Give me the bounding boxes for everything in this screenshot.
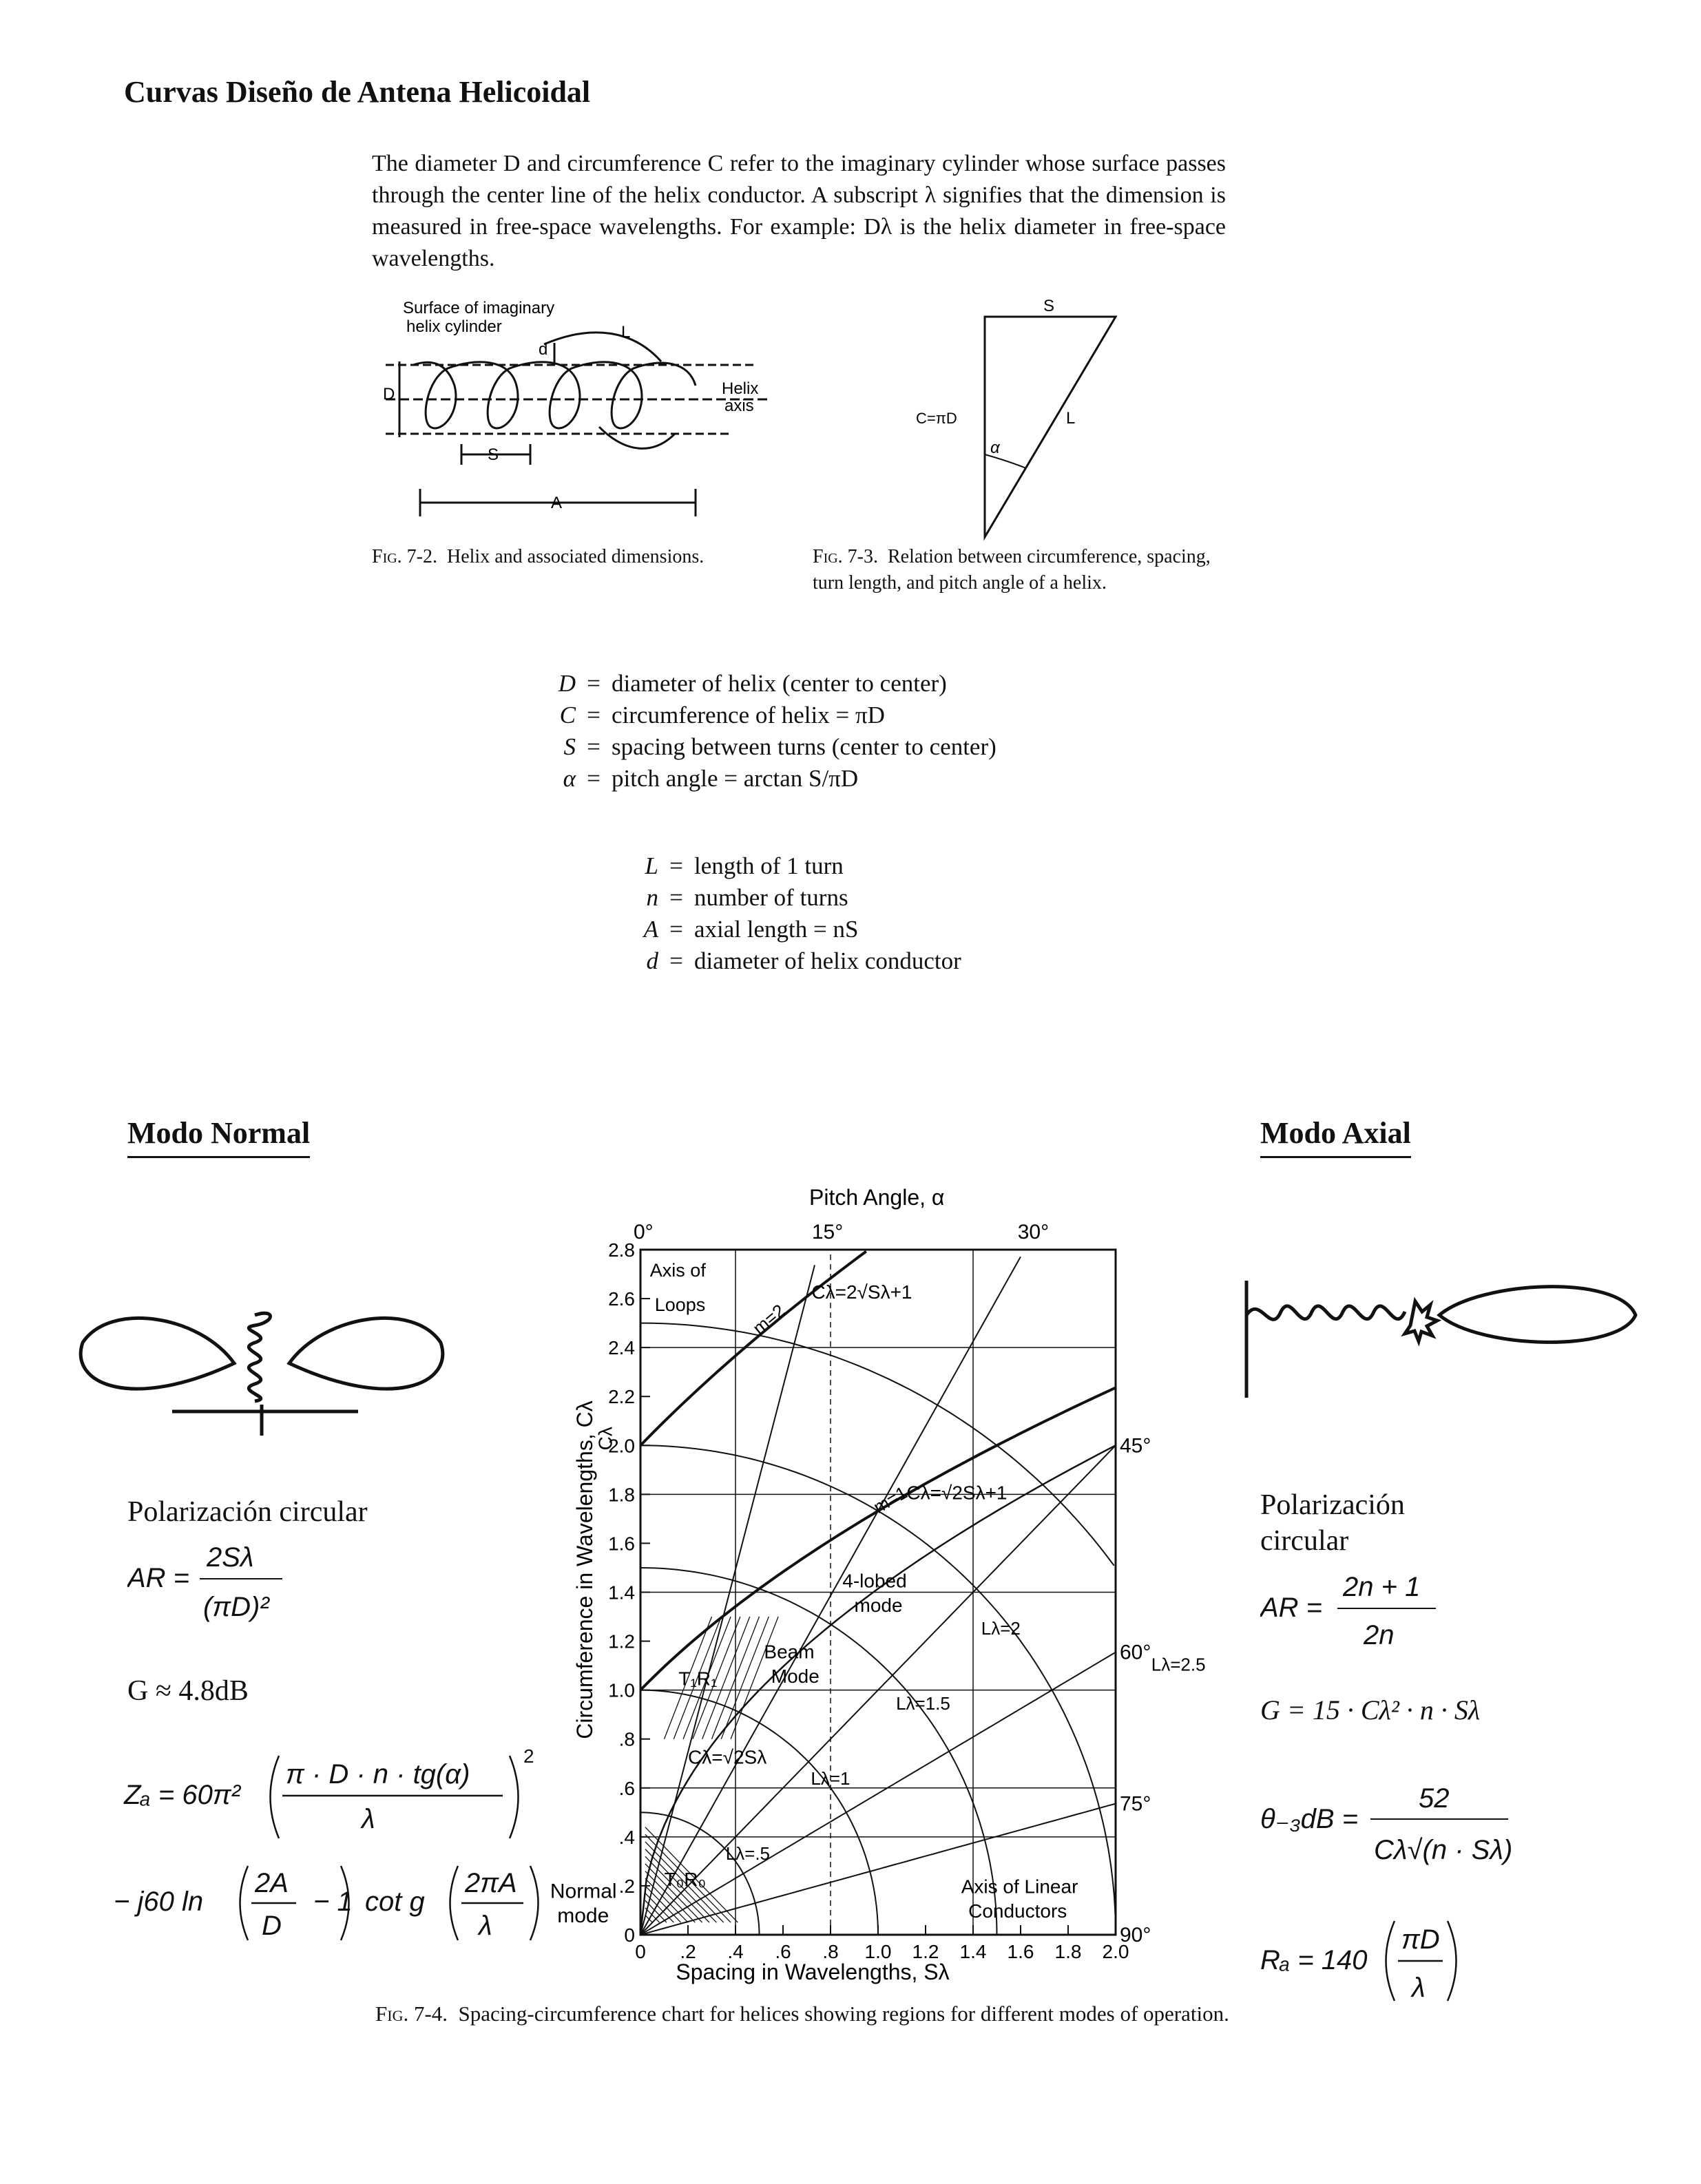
left-lobe — [81, 1318, 234, 1389]
y-tick-label: .2 — [618, 1875, 635, 1897]
turn-length-label: Lλ=2.5 — [1151, 1654, 1206, 1675]
y-tick-label: .6 — [618, 1777, 635, 1799]
label-big-d: D — [383, 385, 395, 403]
def-row: L = length of 1 turn — [645, 852, 844, 879]
turn-length-label: Lλ=.5 — [725, 1842, 771, 1864]
turn-length-label: Lλ=1 — [811, 1767, 851, 1789]
modo-normal-heading: Modo Normal — [127, 1115, 310, 1158]
spacing-circumference-chart — [523, 1184, 1212, 2010]
y-tick-label: 2.6 — [608, 1288, 635, 1310]
label-a: A — [551, 494, 563, 512]
def-row: S = spacing between turns (center to center) — [563, 733, 996, 760]
def-row: α = pitch angle = arctan S/πD — [563, 765, 859, 792]
def-row: A = axial length = nS — [643, 916, 859, 943]
curve-label: Cλ=2√Sλ+1 — [811, 1281, 912, 1303]
x-tick-label: 1.8 — [1054, 1941, 1082, 1962]
x-tick-label: .8 — [822, 1941, 839, 1962]
svg-text:π · D · n · tg(α): π · D · n · tg(α) — [286, 1759, 470, 1789]
fig74-caption: Fig. 7-4. Spacing-circumference chart for helices showing regions for different modes of operation. — [375, 2002, 1229, 2026]
normal-polarization: Polarización circular — [127, 1496, 368, 1528]
y-tick-label: 1.0 — [608, 1679, 635, 1701]
curve-label: Cλ=√2Sλ — [688, 1746, 767, 1768]
pitch-angle-label: 90° — [1120, 1924, 1151, 1946]
page-title: Curvas Diseño de Antena Helicoidal — [124, 75, 591, 109]
x-tick-label: .6 — [775, 1941, 791, 1962]
y-tick-label: .4 — [618, 1826, 635, 1848]
y-tick-label: 2.2 — [608, 1386, 635, 1408]
svg-text:D: D — [262, 1911, 282, 1941]
label-4-lobed-mode: mode — [854, 1594, 903, 1616]
turn-arrow-arc — [599, 427, 675, 448]
helix-coil — [413, 362, 696, 428]
mode-curve — [640, 1387, 1116, 1690]
x-tick-label: 1.4 — [959, 1941, 987, 1962]
tri-label-c: C=πD — [916, 410, 957, 427]
label-small-d: d — [539, 340, 548, 359]
normal-mode-pattern — [69, 1288, 455, 1439]
svg-text:− j60 ln: − j60 ln — [114, 1887, 204, 1917]
svg-text:2n: 2n — [1364, 1620, 1395, 1650]
label-axis: axis — [724, 397, 754, 415]
label-axis-linear: Axis of Linear — [961, 1876, 1078, 1898]
normal-za-formula — [114, 1735, 554, 1942]
svg-text:Zₐ = 60π²: Zₐ = 60π² — [124, 1780, 240, 1810]
label-t1r1: T₁R₁ — [678, 1668, 718, 1690]
y-tick-label: 2.4 — [608, 1337, 635, 1359]
intro-paragraph: The diameter D and circumference C refer to the imaginary cylinder whose surface passes through the center line of the helix conductor. A subscript λ signifies that the dimension is measured in free-space wavelengths. For example: Dλ is the helix diameter in free-space wavelengths. — [372, 151, 1226, 271]
tri-label-alpha: α — [990, 439, 1000, 457]
main-lobe — [1439, 1287, 1636, 1343]
svg-text:2A: 2A — [255, 1868, 289, 1898]
label-4-lobed: 4-lobed — [842, 1570, 907, 1592]
svg-text:52: 52 — [1419, 1783, 1450, 1814]
x-tick-label: .4 — [727, 1941, 744, 1962]
y-tick-label: 0 — [624, 1924, 635, 1946]
pitch-angle-label: 45° — [1120, 1434, 1151, 1458]
modo-axial-heading: Modo Axial — [1260, 1115, 1411, 1158]
fig72-caption: Fig. 7-2. Helix and associated dimensions. — [372, 546, 705, 567]
helix-figure — [372, 296, 799, 530]
pitch-angle-label: 15° — [811, 1221, 844, 1243]
back-lobes — [1405, 1301, 1437, 1341]
label-surface-2: helix cylinder — [406, 317, 502, 336]
axial-gain: G = 15 · Cλ² · n · Sλ — [1260, 1694, 1481, 1725]
definitions-2 — [620, 850, 961, 977]
y-tick-label: 1.8 — [608, 1484, 635, 1506]
x-tick-label: .2 — [680, 1941, 696, 1962]
svg-text:AR =: AR = — [1260, 1593, 1323, 1623]
axial-coil-sketch — [1246, 1306, 1405, 1320]
svg-text:θ₋₃dB =: θ₋₃dB = — [1260, 1804, 1359, 1834]
beam-region-hatch — [721, 1617, 769, 1739]
def-row: D = diameter of helix (center to center) — [558, 670, 947, 697]
chart-ylabel: Circumference in Wavelengths, Cλ — [572, 1400, 597, 1739]
normal-ar-formula — [127, 1532, 334, 1628]
label-normal-mode: mode — [557, 1904, 609, 1928]
svg-text:AR =: AR = — [127, 1563, 190, 1593]
svg-text:λ: λ — [362, 1804, 375, 1834]
x-tick-label: 1.6 — [1007, 1941, 1034, 1962]
y-tick-label: 2.8 — [608, 1239, 635, 1261]
y-tick-label: 2.0 — [608, 1435, 635, 1457]
x-tick-label: 1.0 — [864, 1941, 892, 1962]
fig73-caption: Fig. 7-3. Relation between circumference, spacing, turn length, and pitch angle of a helix. — [813, 546, 1211, 594]
tri-label-s: S — [1043, 297, 1055, 315]
definitions-1 — [537, 668, 996, 795]
svg-text:2n + 1: 2n + 1 — [1343, 1572, 1421, 1602]
x-tick-label: 0 — [635, 1941, 646, 1962]
label-t0r0: T₀R₀ — [664, 1868, 707, 1890]
axial-ra-formula — [1260, 1914, 1488, 2010]
chart-title: Pitch Angle, α — [809, 1185, 945, 1210]
right-lobe — [289, 1318, 443, 1389]
svg-text:− 1: − 1 — [313, 1887, 353, 1917]
svg-text:2Sλ: 2Sλ — [207, 1542, 254, 1573]
pitch-angle-line — [640, 1265, 815, 1935]
label-m1: m=1 — [870, 1482, 911, 1518]
label-l: L — [621, 323, 631, 342]
pitch-angle-label: 0° — [634, 1221, 654, 1243]
axial-theta-formula — [1260, 1770, 1536, 1873]
axial-mode-pattern — [1233, 1253, 1646, 1411]
chart-xlabel: Spacing in Wavelengths, Sλ — [676, 1960, 950, 1984]
label-s: S — [488, 445, 499, 464]
label-c-lambda: Cλ — [594, 1427, 616, 1451]
turn-length-arc — [640, 1323, 1114, 1566]
label-beam-mode: Mode — [771, 1665, 820, 1687]
y-tick-label: 1.6 — [608, 1533, 635, 1555]
coil-sketch — [249, 1313, 270, 1401]
label-normal: Normal — [550, 1880, 617, 1903]
pitch-angle-label: 30° — [1017, 1221, 1050, 1243]
svg-text:(πD)²: (πD)² — [203, 1592, 269, 1622]
def-row: n = number of turns — [646, 884, 848, 911]
tri-label-l: L — [1066, 409, 1076, 428]
y-tick-label: 1.4 — [608, 1582, 635, 1604]
turn-length-label: Lλ=1.5 — [896, 1692, 950, 1714]
pitch-angle-label: 60° — [1120, 1641, 1151, 1664]
svg-text:2πA: 2πA — [465, 1868, 517, 1898]
label-conductors: Conductors — [968, 1900, 1067, 1922]
axial-polarization: Polarización circular — [1260, 1489, 1405, 1557]
turn-length-label: Lλ=2 — [981, 1617, 1021, 1639]
normal-region-hatch — [645, 1908, 660, 1922]
l-arc — [544, 333, 661, 361]
svg-text:λ: λ — [479, 1911, 492, 1941]
y-tick-label: .8 — [618, 1728, 635, 1750]
label-axis-of-loops: Axis of — [649, 1260, 706, 1281]
svg-text:Cλ√(n · Sλ): Cλ√(n · Sλ) — [1374, 1835, 1513, 1865]
normal-gain: G ≈ 4.8dB — [127, 1675, 249, 1707]
x-tick-label: 2.0 — [1102, 1941, 1129, 1962]
def-row: C = circumference of helix = πD — [559, 702, 885, 728]
triangle-figure — [888, 296, 1164, 544]
def-row: d = diameter of helix conductor — [646, 947, 961, 974]
label-m2: m=2 — [749, 1300, 789, 1338]
y-tick-label: 1.2 — [608, 1630, 635, 1652]
svg-text:πD: πD — [1401, 1924, 1440, 1955]
axial-ar-formula — [1260, 1563, 1481, 1659]
svg-text:λ: λ — [1412, 1973, 1426, 2003]
svg-text:Rₐ = 140: Rₐ = 140 — [1260, 1945, 1368, 1975]
curve-label: Cλ=√2Sλ+1 — [906, 1482, 1008, 1504]
label-helix: Helix — [722, 379, 759, 398]
label-beam: Beam — [764, 1641, 815, 1663]
label-loops: Loops — [654, 1294, 706, 1315]
label-surface: Surface of imaginary — [403, 299, 555, 317]
pitch-angle-label: 75° — [1120, 1792, 1151, 1816]
svg-text:2: 2 — [523, 1745, 534, 1767]
x-tick-label: 1.2 — [912, 1941, 939, 1962]
svg-text:cot g: cot g — [365, 1887, 425, 1917]
